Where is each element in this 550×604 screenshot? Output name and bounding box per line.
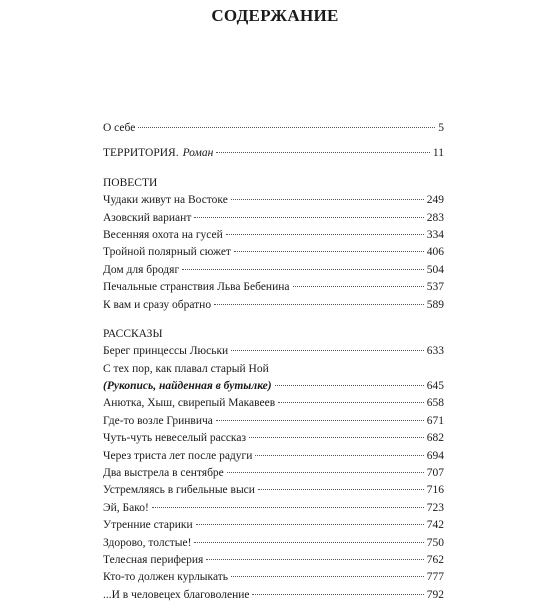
- toc-entry-page: 283: [426, 211, 444, 224]
- dot-leader: [226, 233, 424, 235]
- toc-entry-title: Здорово, толстые!: [103, 536, 192, 549]
- toc-entry-noah-line1[interactable]: [103, 361, 444, 378]
- toc-entry-title: К вам и сразу обратно: [103, 298, 212, 311]
- dot-leader: [227, 471, 424, 473]
- toc-entry[interactable]: [103, 482, 444, 499]
- toc-entry-subtitle: Роман: [182, 147, 214, 160]
- toc-entry-page: 682: [426, 432, 444, 445]
- toc-entry[interactable]: [103, 210, 444, 227]
- dot-leader: [255, 454, 423, 456]
- toc-entry[interactable]: [103, 395, 444, 412]
- page-title: СОДЕРЖАНИЕ: [211, 6, 339, 25]
- toc-entry-page: 11: [432, 147, 444, 160]
- section-heading-rasskazy: РАССКАЗЫ: [103, 327, 163, 340]
- toc-entry-page: 334: [426, 228, 444, 241]
- toc-entry-page: 777: [426, 571, 444, 584]
- dot-leader: [231, 198, 424, 200]
- toc-entry-page: 589: [426, 298, 444, 311]
- toc-entry[interactable]: [103, 192, 444, 209]
- toc-entry-page: 762: [426, 553, 444, 566]
- section-heading-povesti: ПОВЕСТИ: [103, 176, 158, 189]
- toc-entry-page: 633: [426, 345, 444, 358]
- toc-entry[interactable]: [103, 262, 444, 279]
- toc-entry-title: Кто-то должен курлыкать: [103, 571, 229, 584]
- dot-leader: [275, 384, 424, 386]
- povesti-list: [103, 192, 444, 314]
- toc-entry[interactable]: [103, 413, 444, 430]
- toc-entry-title: Анютка, Хыш, свирепый Макавеев: [103, 397, 276, 410]
- dot-leader: [152, 506, 424, 508]
- toc-entry-page: 5: [438, 122, 444, 134]
- toc-entry-title: Два выстрела в сентябре: [103, 467, 224, 480]
- toc-entry[interactable]: [103, 535, 444, 552]
- toc-entry-title: Утренние старики: [103, 519, 193, 532]
- toc-entry-title: Где-то возле Гринвича: [103, 414, 213, 427]
- dot-leader: [206, 558, 423, 560]
- dot-leader: [196, 523, 424, 525]
- toc-entry[interactable]: [103, 587, 444, 604]
- toc-entry-page: 406: [426, 246, 444, 259]
- toc-entry-page: 645: [426, 380, 444, 393]
- toc-entry-title: Эй, Бако!: [103, 501, 149, 514]
- toc-entry-title: Через триста лет после радуги: [103, 449, 253, 462]
- toc-entry[interactable]: [103, 465, 444, 482]
- toc-entry-noah-line2[interactable]: [103, 378, 444, 395]
- toc-entry[interactable]: [103, 500, 444, 517]
- dot-leader: [231, 349, 424, 351]
- rasskazy-list: [103, 395, 444, 604]
- table-of-contents: [103, 120, 444, 604]
- dot-leader: [138, 126, 435, 128]
- dot-leader: [216, 151, 430, 153]
- toc-entry-title: Чуть-чуть невеселый рассказ: [103, 432, 246, 445]
- dot-leader: [258, 488, 424, 490]
- toc-entry-title: С тех пор, как плавал старый Ной: [103, 362, 269, 375]
- toc-entry-page: 671: [426, 414, 444, 427]
- toc-entry-novel[interactable]: [103, 145, 444, 162]
- toc-entry-title: Устремляясь в гибельные выси: [103, 484, 255, 497]
- toc-entry-page: 504: [426, 263, 444, 276]
- toc-entry[interactable]: [103, 279, 444, 296]
- toc-entry-page: 658: [426, 397, 444, 410]
- toc-entry[interactable]: [103, 430, 444, 447]
- toc-entry-page: 750: [426, 536, 444, 549]
- toc-entry-about[interactable]: [103, 120, 444, 137]
- toc-entry-title: Печальные странствия Льва Бебенина: [103, 281, 290, 294]
- toc-entry-title: Чудаки живут на Востоке: [103, 194, 228, 207]
- toc-entry-page: 792: [426, 588, 444, 601]
- toc-entry-page: 694: [426, 449, 444, 462]
- toc-entry-page: 249: [426, 194, 444, 207]
- dot-leader: [278, 401, 424, 403]
- toc-entry[interactable]: [103, 569, 444, 586]
- toc-entry-title: Тройной полярный сюжет: [103, 246, 231, 259]
- toc-entry[interactable]: [103, 448, 444, 465]
- dot-leader: [231, 575, 424, 577]
- dot-leader: [216, 419, 424, 421]
- toc-entry-title: Дом для бродяг: [103, 263, 180, 276]
- dot-leader: [234, 250, 424, 252]
- toc-entry-title: ...И в человецех благоволение: [103, 588, 250, 601]
- toc-entry-page: 723: [426, 501, 444, 514]
- toc-entry-title: ТЕРРИТОРИЯ.: [103, 147, 179, 160]
- toc-entry[interactable]: [103, 343, 444, 360]
- dot-leader: [194, 541, 423, 543]
- toc-entry-page: 716: [426, 484, 444, 497]
- toc-entry-page: 707: [426, 467, 444, 480]
- toc-entry-title: О себе: [103, 122, 136, 134]
- toc-entry-title: Берег принцессы Люськи: [103, 345, 229, 358]
- dot-leader: [182, 268, 424, 270]
- dot-leader: [194, 216, 423, 218]
- toc-entry[interactable]: [103, 552, 444, 569]
- dot-leader: [249, 436, 424, 438]
- toc-entry[interactable]: [103, 297, 444, 314]
- dot-leader: [293, 285, 424, 287]
- dot-leader: [214, 303, 424, 305]
- toc-entry-title: Весенняя охота на гусей: [103, 228, 223, 241]
- toc-entry-page: 537: [426, 281, 444, 294]
- toc-entry[interactable]: [103, 227, 444, 244]
- toc-entry-subtitle: (Рукопись, найденная в бутылке): [103, 380, 272, 393]
- toc-entry-title: Азовский вариант: [103, 211, 192, 224]
- dot-leader: [252, 593, 423, 595]
- toc-entry[interactable]: [103, 517, 444, 534]
- toc-entry[interactable]: [103, 244, 444, 261]
- toc-entry-page: 742: [426, 519, 444, 532]
- toc-entry-title: Телесная периферия: [103, 553, 204, 566]
